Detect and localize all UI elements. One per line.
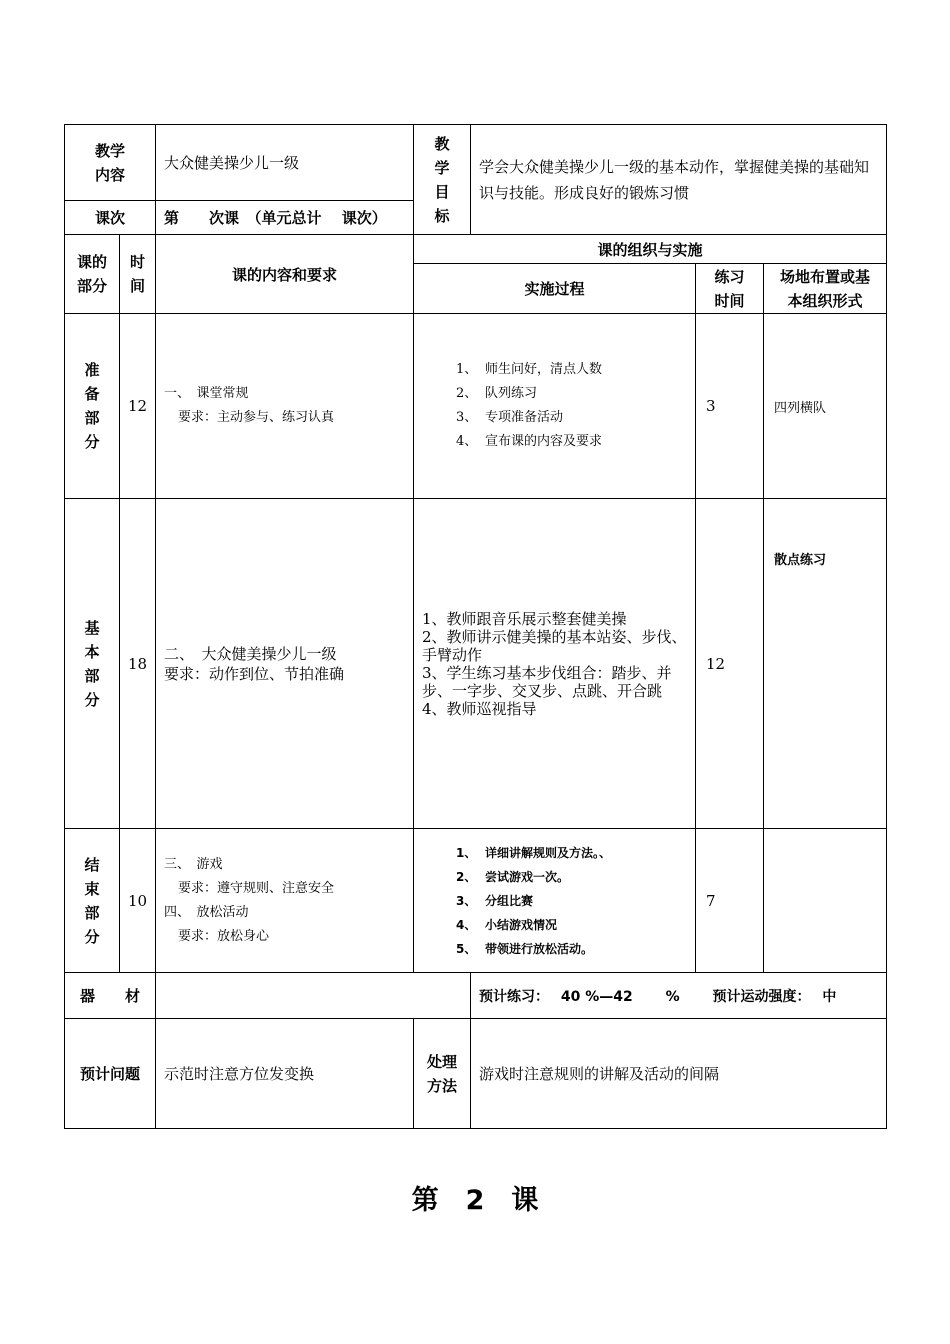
prep-step bbox=[456, 430, 695, 454]
end-step-text: 详细讲解规则及方法。、 bbox=[485, 845, 612, 860]
end-content-line: 要求：遵守规则、注意安全 bbox=[178, 880, 335, 896]
basic-content bbox=[156, 499, 414, 829]
col-part: 课的部分 bbox=[65, 235, 120, 314]
col-time: 时间 bbox=[120, 235, 156, 314]
prep-steps bbox=[414, 314, 696, 499]
end-steps bbox=[414, 829, 696, 973]
prep-step-text: 队列练习 bbox=[485, 386, 538, 401]
prep-step-number: 1、 bbox=[456, 362, 478, 377]
prep-step-text: 宣布课的内容及要求 bbox=[485, 434, 603, 449]
basic-steps bbox=[414, 499, 696, 829]
end-step-text: 小结游戏情况 bbox=[485, 917, 558, 932]
prep-step bbox=[456, 382, 695, 406]
goal-label: 教学目标 bbox=[414, 125, 471, 235]
end-step-text: 分组比赛 bbox=[485, 893, 534, 908]
basic-step: 2、教师讲示健美操的基本站姿、步伐、手臂动作 bbox=[422, 627, 687, 664]
prep-practice-time: 3 bbox=[696, 314, 764, 499]
prep-step-number: 2、 bbox=[456, 386, 478, 401]
basic-step: 3、学生练习基本步伐组合：踏步、并步、一字步、交叉步、点跳、开合跳 bbox=[422, 663, 672, 700]
prep-step-number: 3、 bbox=[456, 410, 478, 425]
end-content-line: 四、 放松活动 bbox=[164, 904, 249, 920]
basic-step: 1、教师跟音乐展示整套健美操 bbox=[422, 609, 627, 628]
end-step-number: 5、 bbox=[456, 941, 477, 956]
end-step bbox=[456, 913, 687, 937]
content-label: 教学内容 bbox=[65, 125, 156, 201]
end-step-number: 4、 bbox=[456, 917, 477, 932]
basic-practice-time: 12 bbox=[696, 499, 764, 829]
lesson-label: 课次 bbox=[65, 201, 156, 235]
col-org: 课的组织与实施 bbox=[414, 235, 887, 264]
handle-value: 游戏时注意规则的讲解及活动的间隔 bbox=[471, 1019, 887, 1129]
end-practice-time: 7 bbox=[696, 829, 764, 973]
end-step bbox=[456, 889, 687, 913]
end-part: 结束部分 bbox=[65, 829, 120, 973]
problems-label: 预计问题 bbox=[65, 1019, 156, 1129]
end-step-number: 1、 bbox=[456, 845, 477, 860]
end-step bbox=[456, 865, 687, 889]
basic-content-req: 要求：动作到位、节拍准确 bbox=[164, 664, 345, 683]
prep-content-req: 要求：主动参与、练习认真 bbox=[178, 410, 335, 425]
lesson-value: 第 次课 （单元总计 课次） bbox=[156, 201, 414, 235]
handle-label: 处理方法 bbox=[414, 1019, 471, 1129]
prep-step bbox=[456, 358, 695, 382]
col-content: 课的内容和要求 bbox=[156, 235, 414, 314]
goal-value: 学会大众健美操少儿一级的基本动作，掌握健美操的基础知识与技能。形成良好的锻炼习惯 bbox=[471, 125, 887, 235]
prep-time: 12 bbox=[120, 314, 156, 499]
end-content-line: 三、 游戏 bbox=[164, 856, 223, 872]
basic-step: 4、教师巡视指导 bbox=[422, 699, 537, 718]
end-step-number: 3、 bbox=[456, 893, 477, 908]
col-layout: 场地布置或基本组织形式 bbox=[764, 264, 887, 314]
col-process: 实施过程 bbox=[414, 264, 696, 314]
content-value: 大众健美操少儿一级 bbox=[156, 125, 414, 201]
basic-part: 基本部分 bbox=[65, 499, 120, 829]
lesson-heading: 第 2 课 bbox=[411, 1185, 539, 1216]
basic-content-title: 二、 大众健美操少儿一级 bbox=[164, 644, 337, 663]
equipment-estimate: 预计练习： 40 %—42 % 预计运动强度： 中 bbox=[471, 973, 887, 1019]
equipment-value bbox=[156, 973, 471, 1019]
basic-time: 18 bbox=[120, 499, 156, 829]
end-step bbox=[456, 841, 687, 865]
end-content-line: 要求：放松身心 bbox=[178, 928, 270, 944]
prep-step-number: 4、 bbox=[456, 434, 478, 449]
end-step bbox=[456, 937, 687, 961]
prep-part: 准备部分 bbox=[65, 314, 120, 499]
prep-layout: 四列横队 bbox=[764, 314, 887, 499]
prep-step-text: 专项准备活动 bbox=[485, 410, 564, 425]
end-step-text: 带领进行放松活动。 bbox=[485, 941, 594, 956]
prep-step-text: 师生问好，清点人数 bbox=[485, 362, 603, 377]
lesson-plan-table bbox=[64, 124, 887, 1129]
end-time: 10 bbox=[120, 829, 156, 973]
basic-layout: 散点练习 bbox=[764, 499, 887, 829]
prep-step bbox=[456, 406, 695, 430]
end-step-text: 尝试游戏一次。 bbox=[485, 869, 570, 884]
problems-value: 示范时注意方位发变换 bbox=[156, 1019, 414, 1129]
end-content bbox=[156, 829, 414, 973]
equipment-label: 器 材 bbox=[65, 973, 156, 1019]
end-step-number: 2、 bbox=[456, 869, 477, 884]
prep-content-title: 一、 课堂常规 bbox=[164, 386, 249, 401]
end-layout bbox=[764, 829, 887, 973]
prep-content bbox=[156, 314, 414, 499]
col-practice-time: 练习时间 bbox=[696, 264, 764, 314]
